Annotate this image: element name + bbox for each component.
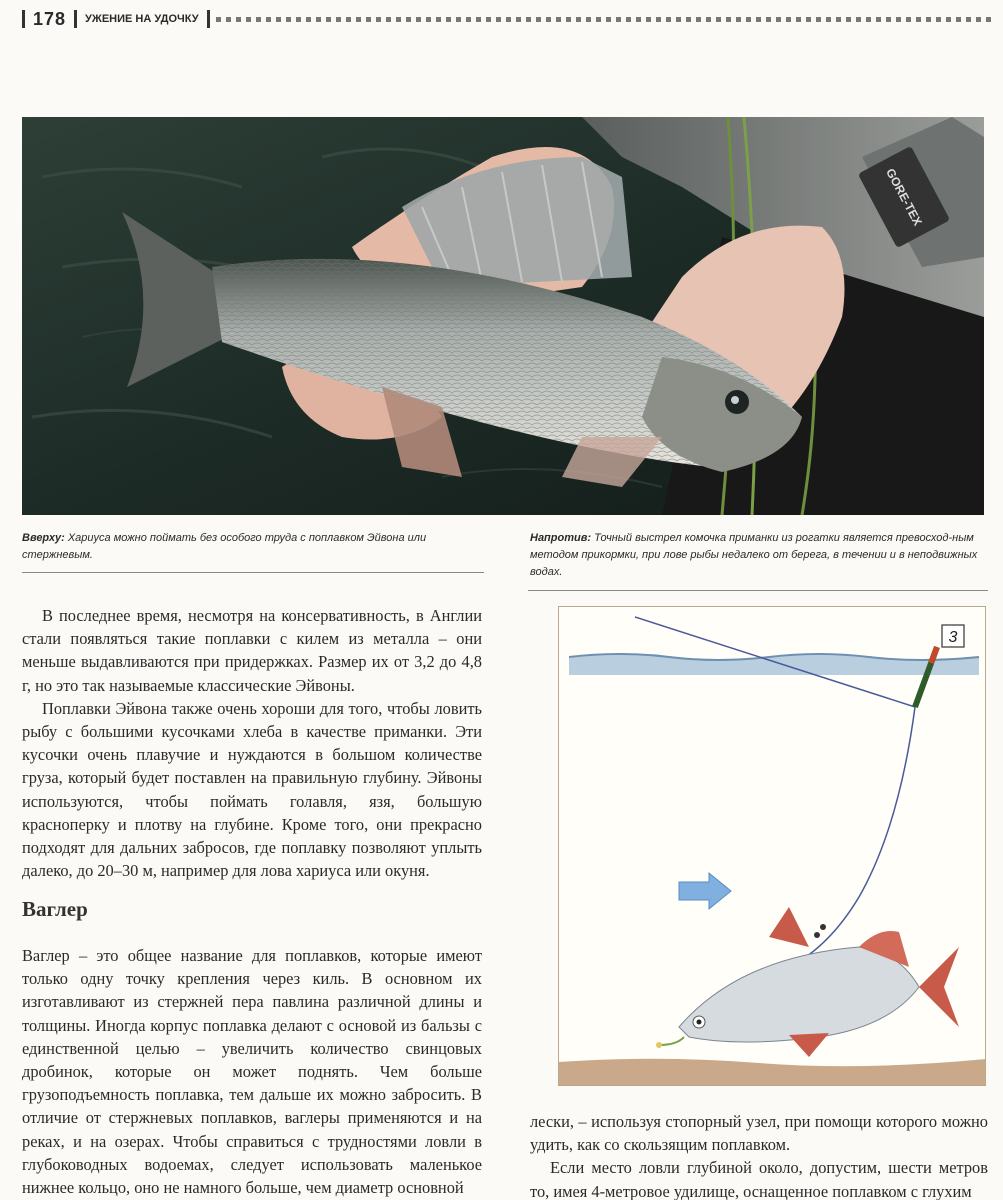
caption-text: Точный выстрел комочка приманки из рогатки является превосход-ным методом прикормки, при лове рыбы недалеко от берега, в течении и в неподвижных водах. bbox=[530, 532, 978, 578]
body-text-bottom bbox=[22, 944, 482, 1199]
caption-top-photo bbox=[22, 530, 482, 564]
rig-diagram bbox=[558, 606, 986, 1086]
paragraph: В последнее время, несмотря на консервативность, в Англии стали появляться такие поплавки с килем из металла – они меньше выдавливаются при придержках. Размер их от 3,2 до 4,8 г, но это так называемые классические Эйвоны. bbox=[22, 606, 482, 695]
header-bar bbox=[207, 10, 210, 28]
grayling-photo-illustration bbox=[22, 117, 984, 515]
caption-lead: Напротив: bbox=[530, 532, 592, 544]
body-text-right bbox=[530, 1110, 988, 1200]
section-title: УЖЕНИЕ НА УДОЧКУ bbox=[85, 13, 199, 25]
section-heading: Ваглер bbox=[22, 897, 88, 921]
header-bar bbox=[74, 10, 77, 28]
header-dots bbox=[216, 17, 992, 22]
rig-diagram-illustration bbox=[559, 607, 986, 1086]
caption-lead: Вверху: bbox=[22, 532, 65, 544]
paragraph: лески, – используя стопорный узел, при помощи которого можно удить, как со скользящим поплавком. bbox=[530, 1112, 988, 1155]
paragraph: Ваглер – это общее название для поплавков, которые имеют только одну точку крепления через киль. В основном их изготавливают из стержней пера павлина различной длины и толщины. Иногда корпус поплавка делают с основой из бальзы с единственной целью – увеличить количество свинцовых дробинок, которые он может поднять. Чем больше грузоподъемность поплавка, тем дальше их можно забросить. В отличие от стержневых поплавков, ваглеры применяются и на реках, и на озерах. Чтобы справиться с трудностями ловли в глубоководных водоемах, следует использовать маленькое нижнее кольцо, оно не намного больше, чем диаметр основной bbox=[22, 946, 482, 1198]
page-number: 178 bbox=[33, 8, 67, 29]
header-bar bbox=[22, 10, 25, 28]
caption-opposite bbox=[530, 530, 988, 581]
caption-text: Хариуса можно поймать без особого труда с поплавком Эйвона или стержневым. bbox=[22, 532, 427, 561]
paragraph: Поплавки Эйвона также очень хороши для того, чтобы ловить рыбу с большими кусочками хлеба в качестве приманки. Эти кусочки очень плавучие и нуждаются в большом количестве груза, который будет поставлен на правильную глубину. Эйвоны используются, чтобы поймать голавля, язя, большую красноперку и плотву на глубине. Кроме того, они прекрасно подходят для дальних забросов, где поплавку позволяют уплыть далеко, до 20–30 м, например для лова хариуса или окуня. bbox=[22, 698, 482, 881]
gore-tex-label: GORE-TEX bbox=[883, 166, 925, 228]
caption-rule-right bbox=[528, 590, 988, 591]
diagram-label: 3 bbox=[948, 629, 958, 646]
caption-rule-left bbox=[22, 572, 484, 573]
body-text-top bbox=[22, 604, 482, 882]
running-header bbox=[22, 8, 992, 30]
grayling-photo bbox=[22, 117, 984, 515]
paragraph: Если место ловли глубиной около, допустим, шести метров то, имея 4-метровое удилище, оснащенное поплавком с глухим bbox=[530, 1158, 988, 1200]
